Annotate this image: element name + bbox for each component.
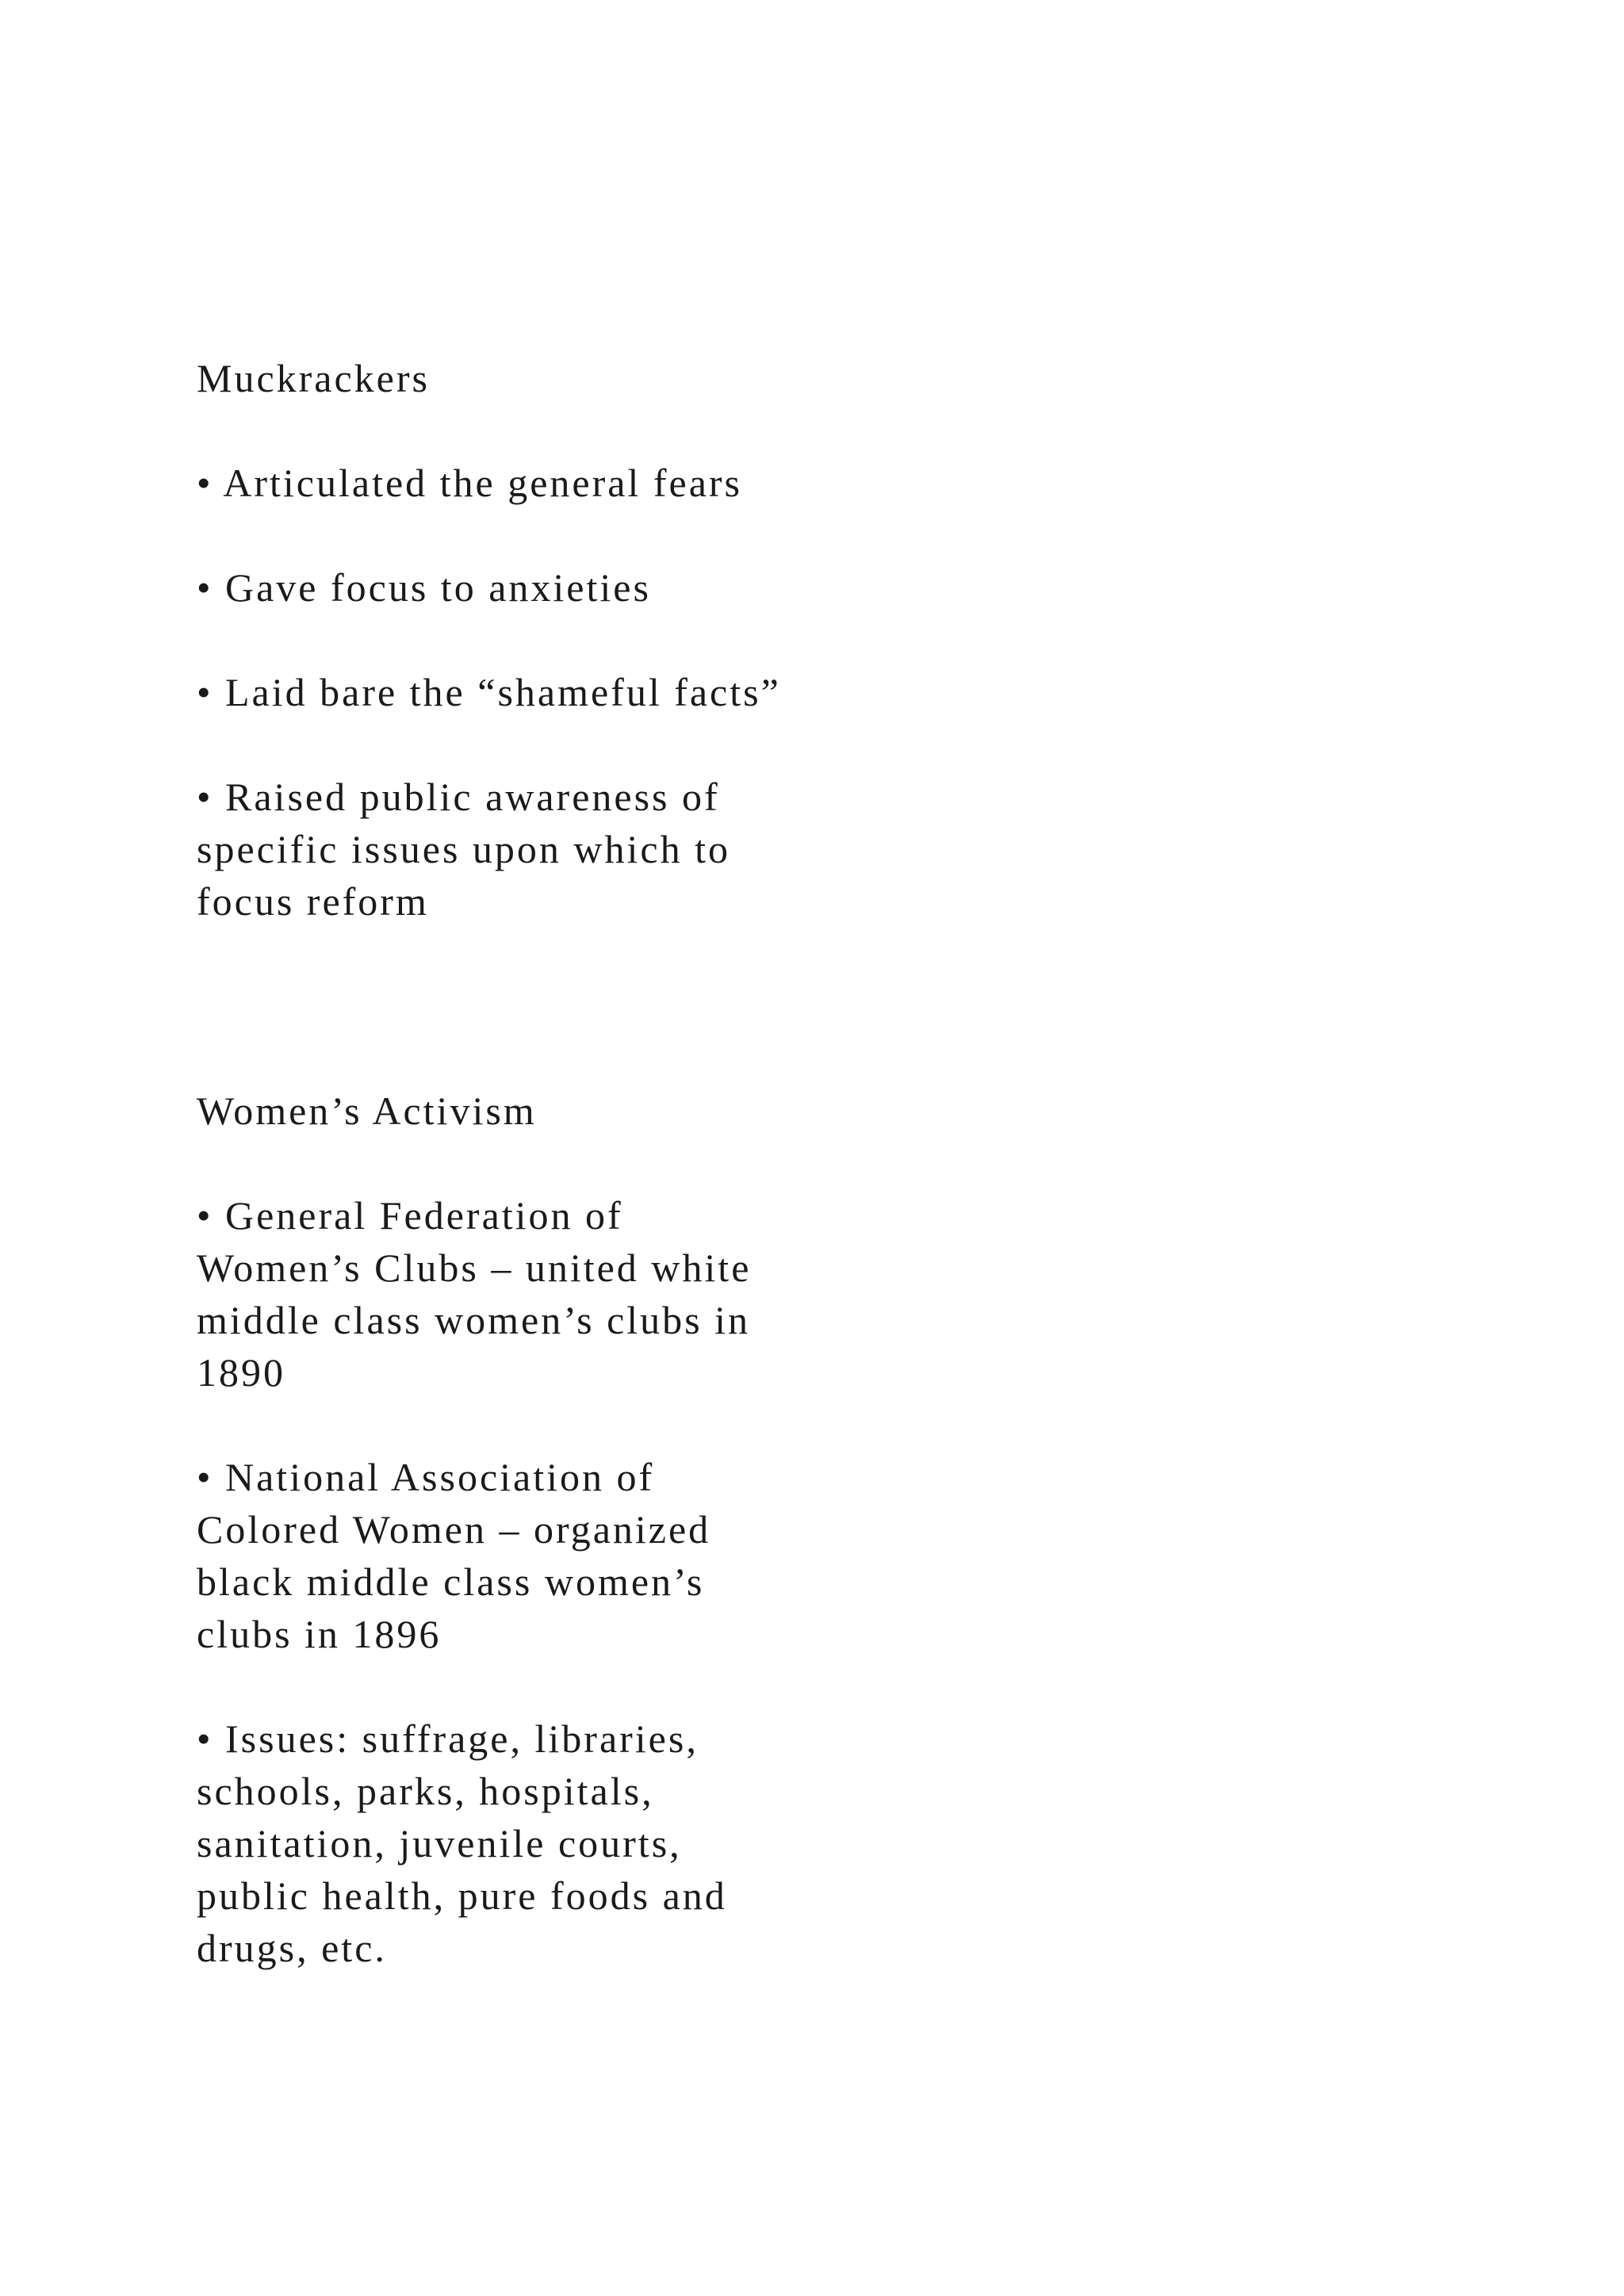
heading-text: Women’s Activism [197, 1089, 537, 1133]
bullet-gave-focus [197, 561, 651, 614]
bullet-line: specific issues upon which to [197, 827, 731, 871]
bullet-line: Colored Women – organized [197, 1507, 711, 1552]
bullet-line: schools, parks, hospitals, [197, 1769, 654, 1813]
bullet-line: middle class women’s clubs in [197, 1298, 751, 1342]
bullet-line: • Raised public awareness of [197, 775, 720, 819]
bullet-line: • Articulated the general fears [197, 461, 742, 505]
bullet-general-federation [197, 1189, 751, 1399]
bullet-line: 1890 [197, 1350, 285, 1395]
bullet-laid-bare [197, 666, 781, 718]
section-heading-muckrackers [197, 352, 430, 404]
bullet-issues [197, 1712, 727, 1974]
bullet-line: focus reform [197, 879, 429, 924]
bullet-line: • Gave focus to anxieties [197, 565, 651, 610]
bullet-line: • General Federation of [197, 1193, 623, 1238]
heading-text: Muckrackers [197, 356, 430, 400]
bullet-line: sanitation, juvenile courts, [197, 1821, 682, 1866]
bullet-articulated-fears [197, 457, 742, 509]
bullet-raised-awareness [197, 771, 730, 928]
bullet-line: • Laid bare the “shameful facts” [197, 670, 781, 714]
bullet-line: black middle class women’s [197, 1559, 705, 1604]
bullet-national-association [197, 1451, 710, 1660]
bullet-line: • Issues: suffrage, libraries, [197, 1716, 699, 1761]
bullet-line: drugs, etc. [197, 1926, 387, 1970]
bullet-line: Women’s Clubs – united white [197, 1246, 752, 1290]
section-heading-womens-activism [197, 1085, 537, 1137]
bullet-line: public health, pure foods and [197, 1873, 727, 1918]
bullet-line: • National Association of [197, 1455, 655, 1499]
bullet-line: clubs in 1896 [197, 1612, 442, 1656]
